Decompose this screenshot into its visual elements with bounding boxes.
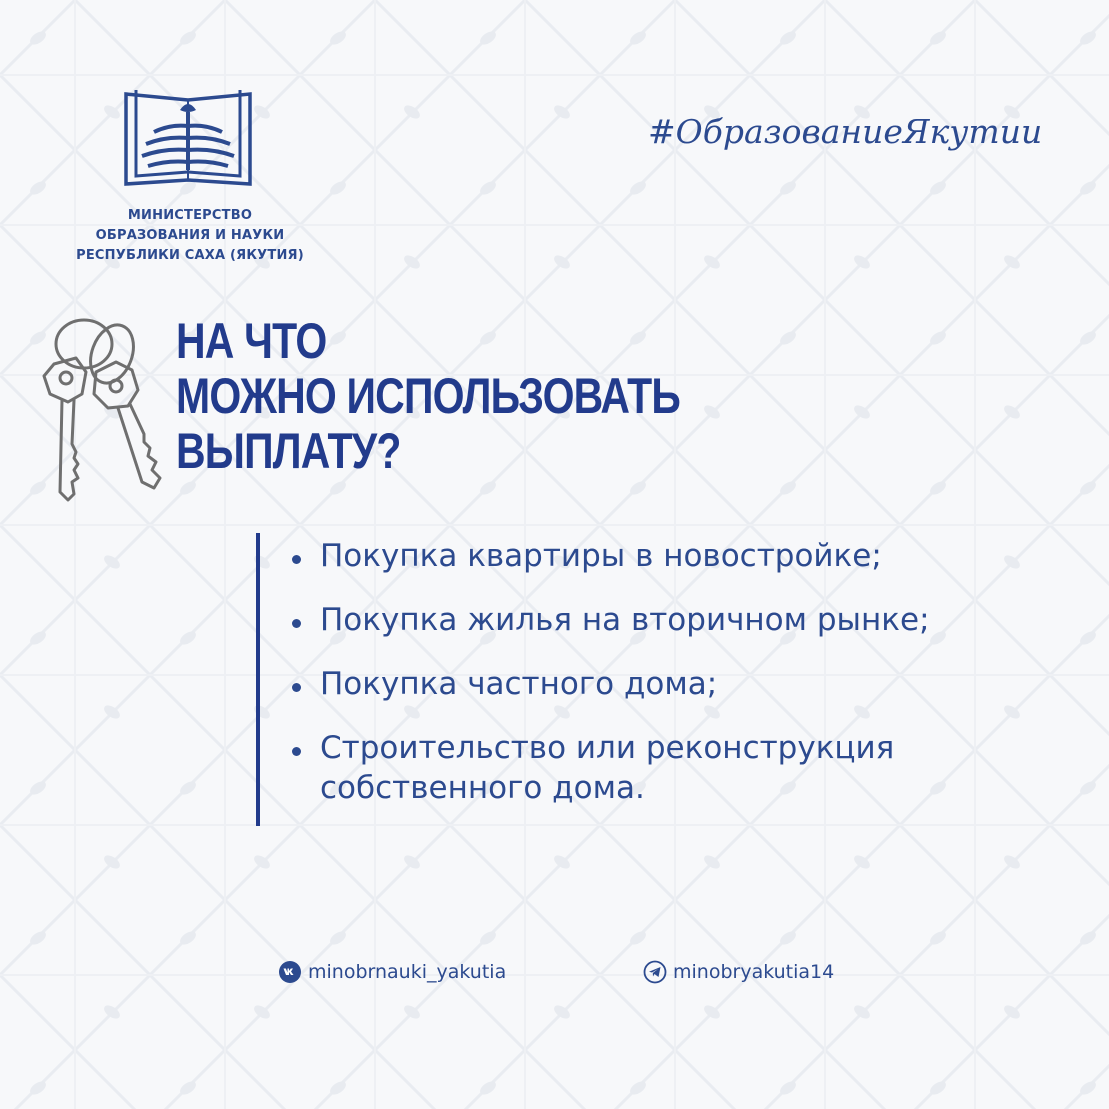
list-item: Покупка частного дома; (290, 664, 990, 704)
list-item: Покупка жилья на вторичном рынке; (290, 600, 990, 640)
vk-link[interactable] (278, 960, 506, 984)
heading-line-2: МОЖНО ИСПОЛЬЗОВАТЬ (176, 368, 681, 424)
list-item: Строительство или реконструкция собственного дома. (290, 728, 990, 808)
telegram-handle: minobryakutia14 (673, 961, 835, 983)
ministry-line-1: МИНИСТЕРСТВО (127, 208, 253, 223)
usage-list (290, 536, 990, 832)
vk-handle: minobrnauki_yakutia (308, 961, 507, 983)
hashtag: #ОбразованиеЯкутии (648, 112, 1043, 151)
heading-line-3: ВЫПЛАТУ? (176, 423, 401, 479)
vertical-divider (256, 533, 260, 826)
ministry-line-2: ОБРАЗОВАНИЯ И НАУКИ (95, 228, 285, 243)
keys-icon (32, 312, 177, 512)
telegram-link[interactable] (643, 960, 834, 984)
ministry-line-3: РЕСПУБЛИКИ САХА (ЯКУТИЯ) (76, 248, 304, 263)
vk-icon (278, 960, 302, 984)
list-item: Покупка квартиры в новостройке; (290, 536, 990, 576)
ministry-name (60, 206, 320, 266)
ministry-logo-icon (118, 84, 258, 194)
page-heading (176, 314, 680, 479)
telegram-icon (643, 960, 667, 984)
heading-line-1: НА ЧТО (176, 313, 327, 369)
